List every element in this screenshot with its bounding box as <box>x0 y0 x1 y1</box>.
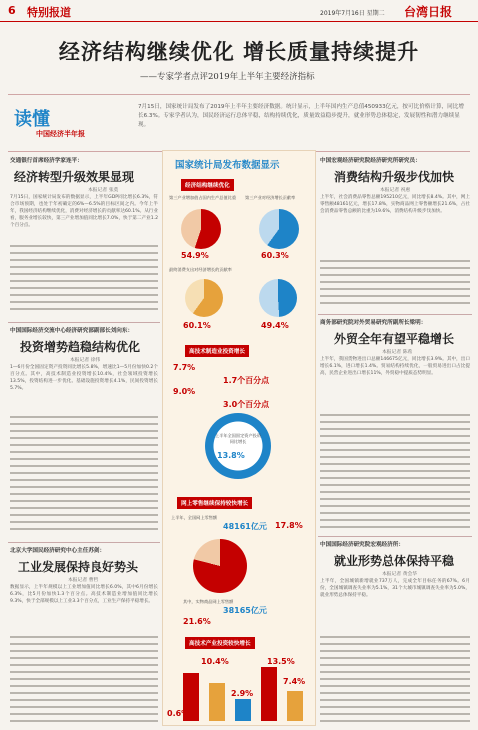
stat-line <box>173 363 195 372</box>
bar <box>287 691 303 721</box>
donut-chart <box>205 413 271 479</box>
divider <box>8 542 160 543</box>
online-value: 48161亿元 <box>223 522 267 531</box>
stat-line <box>173 387 195 396</box>
article-kicker: 中国国际经济交流中心经济研究部副部长刘向东： <box>10 328 134 334</box>
pie-chart <box>193 539 247 593</box>
chart-note: 最终消费支出对经济增长的贡献率 <box>169 267 232 272</box>
divider <box>8 322 160 323</box>
infographic <box>162 150 316 726</box>
stat-value: 3.0个百分点 <box>223 400 270 409</box>
stat-line <box>223 399 269 410</box>
bar <box>235 699 251 721</box>
bar <box>209 683 225 721</box>
article-kicker: 北京大学国民经济研究中心主任苏剑： <box>10 548 106 554</box>
physical-value: 38165亿元 <box>223 606 267 615</box>
donut-note: 上半年全国固定资产投资同比增长 <box>214 433 262 444</box>
bar <box>261 667 277 721</box>
article-kicker: 交通银行首席经济学家连平： <box>10 158 83 164</box>
article-title: 外贸全年有望平稳增长 <box>334 332 455 346</box>
article-kicker: 商务部研究院对外贸易研究所副所长梁明： <box>320 320 427 326</box>
pie-value: 60.3% <box>261 251 289 260</box>
bar-value: 0.6% <box>167 709 190 718</box>
infographic-title: 国家统计局发布数据显示 <box>175 160 280 171</box>
intro-box <box>8 94 470 152</box>
article-text-lines <box>10 245 158 315</box>
pie-chart <box>185 279 223 317</box>
column-logo <box>10 103 92 147</box>
article-body: 1—6月份全国固定资产投资同比增长5.8%，增速比1—5月份加快0.2个百分点。其中，高技术制造业投资增长10.4%，社会领域投资增长13.5%，投资结构进一步优化。基础设施投资增长4.1%，民间投资增长5.7%。 <box>10 365 158 391</box>
section-header: 高技术产业投资较快增长 <box>185 637 255 649</box>
section-name: 特别报道 <box>27 6 71 19</box>
article-text-lines <box>10 416 158 534</box>
pie-value: 60.1% <box>183 321 211 330</box>
page-header <box>0 0 478 22</box>
article-text-lines <box>320 636 470 724</box>
bar-value: 10.4% <box>201 657 229 666</box>
online-growth: 17.8% <box>275 521 303 530</box>
byline: 本报记者 张莫 <box>88 188 119 193</box>
article-text-lines <box>320 414 470 532</box>
pie-label: 第三产业增加值占国内生产总值比重 <box>169 195 237 200</box>
section-header: 网上零售继续保持较快增长 <box>177 497 252 509</box>
byline: 本报记者 陈希 <box>382 350 413 355</box>
byline: 本报记者 徐伟 <box>70 358 101 363</box>
pie-value: 54.9% <box>181 251 209 260</box>
sub-headline: ——专家学者点评2019年上半年主要经济指标 <box>140 72 315 82</box>
main-headline: 经济结构继续优化 增长质量持续提升 <box>58 39 420 64</box>
divider <box>318 314 472 315</box>
newspaper-logo: 台湾日报 <box>404 5 453 19</box>
article-kicker: 中国宏观经济研究院经济研究所研究员： <box>320 158 421 164</box>
byline: 本报记者 曹哲 <box>68 578 99 583</box>
pie-chart <box>181 209 221 249</box>
stat-value: 7.7% <box>173 363 196 372</box>
pie-label: 第三产业对经济增长贡献率 <box>245 195 296 200</box>
section-header: 经济结构继续优化 <box>181 179 234 191</box>
pie-value: 49.4% <box>261 321 289 330</box>
article-text-lines <box>10 636 158 724</box>
article-title: 工业发展保持良好势头 <box>18 560 139 574</box>
bar-value: 7.4% <box>283 677 306 686</box>
intro-paragraph: 7月15日，国家统计局发布了2019年上半年主要经济数据。统计显示，上半年国内生产总值450933亿元，按可比价格计算，同比增长6.3%。专家学者认为，国民经济运行总体平稳，结构持续优化，质量效益稳步提升，就业形势总体稳定，发展韧性和潜力继续显现。 <box>138 104 464 128</box>
bar-value: 13.5% <box>267 657 295 666</box>
pie-chart <box>259 209 299 249</box>
pie-chart <box>259 279 297 317</box>
stat-value: 1.7个百分点 <box>223 376 270 385</box>
donut-value: 13.8% <box>217 451 245 460</box>
byline: 本报记者 祝惠 <box>380 188 411 193</box>
online-label: 其中，实物商品网上零售额 <box>183 599 234 604</box>
article-body: 上半年，全国城镇新增就业737万人，完成全年目标任务的67%。6月份，全国城镇调查失业率为5.1%，31个大城市城镇调查失业率为5.0%，就业形势总体保持平稳。 <box>320 579 470 598</box>
divider <box>318 536 472 537</box>
article-kicker: 中国国际经济研究院宏观经济所： <box>320 542 404 548</box>
stat-value: 9.0% <box>173 387 196 396</box>
bar-value: 2.9% <box>231 689 254 698</box>
article-body: 上半年，社会消费品零售总额195210亿元，同比增长8.4%。其中，网上零售额48161亿元，增长17.8%，实物商品网上零售额增长21.6%，占社会消费品零售总额的比重为19.6%，消费结构升级步伐加快。 <box>320 195 470 214</box>
page-number: 6 <box>8 4 16 17</box>
article-title: 投资增势趋稳结构优化 <box>20 340 141 354</box>
article-title: 就业形势总体保持平稳 <box>334 554 455 568</box>
article-text-lines <box>320 260 470 312</box>
article-body: 上半年，我国货物进出口总额146675亿元，同比增长3.9%。其中，出口增长6.1%，进口增长1.4%。贸易结构持续优化，一般贸易进出口占比提高，民营企业进出口增长11%，外贸稳中提质态势明显。 <box>320 357 470 376</box>
section-header: 高技术制造业投资增长 <box>185 345 249 357</box>
logo-text: 读懂 <box>14 109 50 130</box>
issue-date: 2019年7月16日 星期二 <box>320 10 385 17</box>
article-title: 经济转型升级效果显现 <box>14 170 135 184</box>
logo-subtext: 中国经济半年报 <box>36 130 85 138</box>
byline: 本报记者 黄会华 <box>382 572 418 577</box>
article-body: 数据显示，上半年规模以上工业增加值同比增长6.0%，其中6月份增长6.3%，比5月份加快1.3个百分点。高技术制造业增加值同比增长9.3%，快于全部规模以上工业3.3个百分点，工业生产保持平稳增长。 <box>10 585 158 604</box>
online-label: 上半年，全国网上零售额 <box>171 515 218 520</box>
article-body: 7月15日，国家统计局发布的数据显示，上半年GDP同比增长6.3%，符合市场预期，也处于年初确定的6%—6.5%的目标区间之内。今年上半年，我国经济结构继续优化，消费对经济增长的贡献率达60.1%。从行业看，服务业增长较快，第三产业增加值同比增长7.0%，快于第二产业1.2个百分点。 <box>10 195 158 228</box>
physical-growth: 21.6% <box>183 617 211 626</box>
stat-line <box>223 375 269 386</box>
article-title: 消费结构升级步伐加快 <box>334 170 455 184</box>
